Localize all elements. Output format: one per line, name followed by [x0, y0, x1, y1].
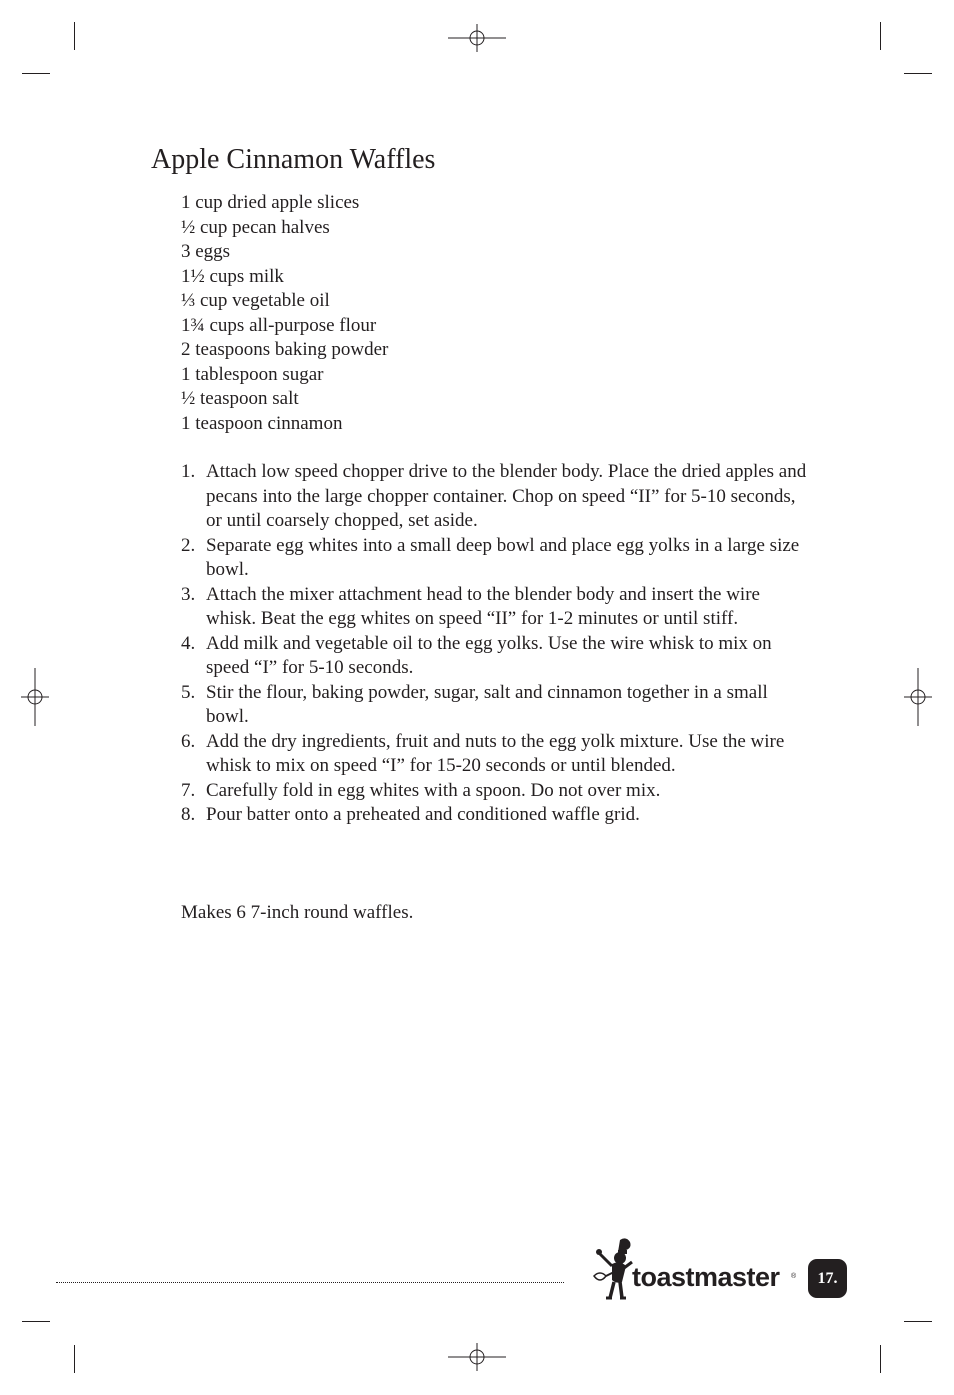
- step-number: 7.: [181, 779, 196, 801]
- step-text: Attach the mixer attachment head to the blender body and insert the wire whisk. Beat the egg whites on speed “II” for 1-2 minutes or until stiff.: [206, 583, 760, 629]
- instruction-step: [181, 632, 811, 681]
- instruction-step: [181, 730, 811, 779]
- instruction-step: [181, 534, 811, 583]
- ingredient-item: ½ teaspoon salt: [181, 388, 299, 409]
- step-text: Attach low speed chopper drive to the blender body. Place the dried apples and pecans into the large chopper container. Chop on speed “II” for 5-10 seconds, or until coarsely chopped, set aside.: [206, 461, 807, 531]
- registration-mark-icon: [447, 8, 507, 68]
- crop-mark: [904, 1321, 932, 1322]
- step-text: Pour batter onto a preheated and conditioned waffle grid.: [206, 804, 640, 825]
- ingredient-list: [181, 191, 388, 436]
- step-text: Separate egg whites into a small deep bowl and place egg yolks in a large size bowl.: [206, 534, 800, 580]
- recipe-title: Apple Cinnamon Waffles: [151, 144, 436, 175]
- ingredient-item: 1½ cups milk: [181, 265, 284, 287]
- ingredient-item: 1 teaspoon cinnamon: [181, 412, 343, 434]
- recipe-yield: Makes 6 7-inch round waffles.: [181, 902, 414, 923]
- step-text: Carefully fold in egg whites with a spoon. Do not over mix.: [206, 779, 661, 801]
- ingredient-item: ⅓ cup vegetable oil: [181, 290, 330, 311]
- brand-wordmark: toastmaster: [632, 1262, 780, 1292]
- crop-mark: [22, 1321, 50, 1322]
- ingredient-item: 1¾ cups all-purpose flour: [181, 314, 377, 336]
- page-number-badge: 17.: [808, 1259, 847, 1298]
- step-number: 3.: [181, 583, 196, 605]
- registered-mark: ®: [791, 1273, 797, 1280]
- crop-mark: [74, 22, 75, 50]
- registration-mark-icon: [447, 1327, 507, 1387]
- crop-mark: [880, 1345, 881, 1373]
- step-text: Stir the flour, baking powder, sugar, salt and cinnamon together in a small bowl.: [206, 681, 768, 727]
- chef-mascot-icon: [590, 1236, 634, 1302]
- instruction-step: [181, 583, 811, 632]
- step-number: 4.: [181, 632, 196, 654]
- registration-mark-icon: [888, 667, 948, 727]
- step-text: Add milk and vegetable oil to the egg yolks. Use the wire whisk to mix on speed “I” for 5-10 seconds.: [206, 632, 772, 678]
- instruction-step: [181, 460, 811, 534]
- step-number: 1.: [181, 461, 196, 482]
- ingredient-item: 1 cup dried apple slices: [181, 192, 360, 213]
- ingredient-item: 2 teaspoons baking powder: [181, 339, 389, 360]
- instruction-step: [181, 681, 811, 730]
- step-text: Add the dry ingredients, fruit and nuts to the egg yolk mixture. Use the wire whisk to mix on speed “I” for 15-20 seconds or until blended.: [206, 730, 785, 776]
- instruction-step: [181, 779, 811, 804]
- crop-mark: [880, 22, 881, 50]
- step-number: 2.: [181, 534, 196, 556]
- instruction-step: [181, 803, 811, 828]
- ingredient-item: ½ cup pecan halves: [181, 216, 330, 238]
- ingredient-item: 1 tablespoon sugar: [181, 363, 324, 385]
- crop-mark: [74, 1345, 75, 1373]
- instruction-list: [181, 460, 811, 828]
- brand-logo: [590, 1236, 800, 1302]
- footer-dotted-rule: [56, 1282, 564, 1283]
- crop-mark: [904, 73, 932, 74]
- step-number: 5.: [181, 681, 196, 703]
- ingredient-item: 3 eggs: [181, 241, 231, 262]
- step-number: 6.: [181, 730, 196, 752]
- registration-mark-icon: [5, 667, 65, 727]
- crop-mark: [22, 73, 50, 74]
- step-number: 8.: [181, 804, 196, 825]
